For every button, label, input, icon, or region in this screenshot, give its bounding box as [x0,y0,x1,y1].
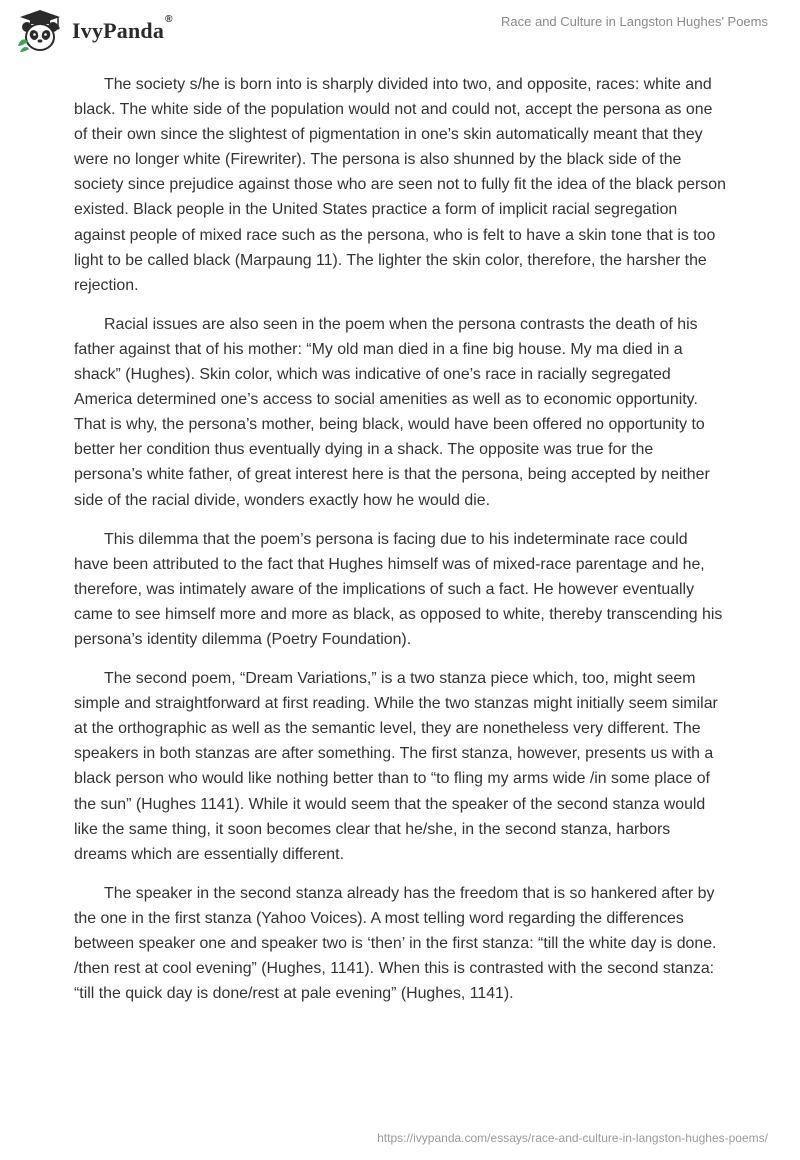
ivypanda-logo[interactable] [14,8,173,54]
brand-name [72,14,173,44]
panda-graduation-cap-icon [14,8,66,54]
paragraph: Racial issues are also seen in the poem when the persona contrasts the death of his father against that of his mother: “My old man died in a fine big house. My ma died in a shack” (Hughes). Skin color, which was indicative of one’s race in racially segregated America determined one’s access to social amenities as well as to economic opportunity. That is why, the persona’s mother, being black, would have been offered no opportunity to better her condition thus eventually dying in a shack. The opposite was true for the persona’s white father, of great interest here is that the persona, being accepted by neither side of the racial divide, wonders exactly how he would die. [74,315,710,509]
paragraph: The society s/he is born into is sharply divided into two, and opposite, races: white and black. The white side of the population would not and could not, accept the persona as one of their own since the slightest of pigmentation in one’s skin automatically meant that they were no longer white (Firewriter). The persona is also shunned by the black side of the society since prejudice against those who are seen not to fully fit the idea of the black person existed. Black people in the United States practice a form of implicit racial segregation against people of mixed race such as the persona, who is felt to have a skin tone that is too light to be called black (Marpaung 11). The lighter the skin color, therefore, the harsher the rejection. [74,76,726,294]
brand-label: IvyPanda [72,18,165,43]
paragraph: This dilemma that the poem’s persona is facing due to his indeterminate race could have been attributed to the fact that Hughes himself was of mixed-race parentage and he, therefore, was intimately aware of the implications of such a fact. He however eventually came to see himself more and more as black, as opposed to white, thereby transcending his persona’s identity dilemma (Poetry Foundation). [74,530,723,648]
page-header [0,0,800,60]
paragraph: The second poem, “Dream Variations,” is a two stanza piece which, too, might seem simple and straightforward at first reading. While the two stanzas might initially seem similar at the orthographic as well as the semantic level, they are nonetheless very different. The speakers in both stanzas are after something. The first stanza, however, presents us with a black person who would like nothing better than to “to fling my arms wide /in some place of the sun” (Hughes 1141). While it would seem that the speaker of the second stanza would like the same thing, it soon becomes clear that he/she, in the second stanza, harbors dreams which are essentially different. [74,670,718,863]
registered-mark: ® [165,14,173,25]
paragraph: The speaker in the second stanza already has the freedom that is so hankered after by the one in the first stanza (Yahoo Voices). A most telling word regarding the differences between speaker one and speaker two is ‘then’ in the first stanza: “till the white day is done. /then rest at cool evening” (Hughes, 1141). When this is contrasted with the second stanza: “till the quick day is done/rest at pale evening” (Hughes, 1141). [74,884,717,1003]
document-title: Race and Culture in Langston Hughes' Poems [501,14,768,29]
essay-body [74,72,726,1020]
source-url-link[interactable]: https://ivypanda.com/essays/race-and-culture-in-langston-hughes-poems/ [377,1131,768,1145]
